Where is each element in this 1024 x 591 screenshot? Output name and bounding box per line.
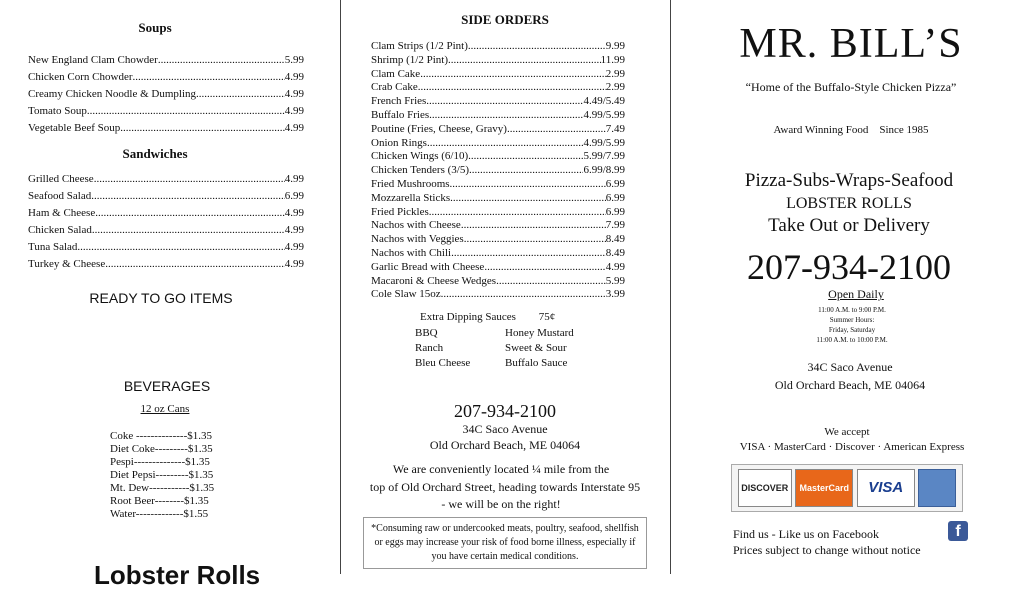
beverages-list (110, 430, 214, 521)
sauce-item: Sweet & Sour (505, 342, 567, 354)
beverage-item: Pespi--------------$1.35 (110, 456, 210, 468)
menu-item-row (371, 95, 625, 109)
location-line-2: top of Old Orchard Street, heading towards Interstate 95 (369, 480, 641, 494)
sauce-item: BBQ (415, 327, 438, 339)
menu-item-price: 4.99 (284, 258, 304, 270)
menu-item-name: Buffalo Fries (371, 108, 430, 121)
menu-item-name: New England Clam Chowder (28, 54, 158, 66)
hours-3: Friday, Saturday (828, 326, 876, 334)
sauces-title: Extra Dipping Sauces (420, 311, 516, 323)
dot-leader (468, 40, 606, 54)
ready-to-go-heading: READY TO GO ITEMS (89, 290, 233, 306)
menu-item-row (28, 222, 304, 239)
menu-item-name: Turkey & Cheese (28, 258, 106, 270)
menu-item-row (28, 256, 304, 273)
menu-item-row (371, 40, 625, 54)
location-line-1: We are conveniently located ¼ mile from the (392, 462, 610, 476)
brand-name: MR. BILL’S (739, 21, 963, 67)
menu-item-price: 6.99 (284, 190, 304, 202)
menu-item-row (371, 54, 625, 68)
sandwiches-heading: Sandwiches (122, 146, 188, 161)
menu-item-row (28, 52, 304, 69)
brand-phone: 207-934-2100 (747, 247, 951, 287)
menu-item-price: 4.99 (284, 173, 304, 185)
menu-item-name: Fried Pickles (371, 205, 429, 218)
menu-item-name: Onion Rings (371, 136, 427, 149)
beverages-heading: BEVERAGES (123, 378, 211, 394)
menu-item-price: 7.99 (605, 219, 625, 232)
dot-leader (105, 256, 285, 273)
middle-phone: 207-934-2100 (454, 401, 556, 421)
menu-item-name: Nachos with Cheese (371, 219, 461, 232)
menu-item-row (28, 120, 304, 137)
menu-item-price: 2.99 (605, 67, 625, 80)
menu-item-row (371, 288, 625, 302)
menu-item-price: 4.99 (284, 241, 304, 253)
dot-leader (441, 288, 606, 302)
beverage-item: Diet Coke---------$1.35 (110, 443, 213, 455)
lobster-rolls: LOBSTER ROLLS (786, 195, 912, 212)
menu-item-name: French Fries (371, 95, 427, 108)
menu-item-row (371, 137, 625, 151)
award-line: Award Winning Food Since 1985 (773, 124, 929, 136)
bottom-cut-text: Lobster Rolls (94, 560, 261, 590)
menu-item-row (371, 261, 625, 275)
beverage-item: Coke --------------$1.35 (110, 430, 213, 442)
dot-leader (451, 247, 606, 261)
menu-item-name: Mozzarella Sticks (371, 191, 451, 204)
amex-logo (918, 469, 956, 507)
menu-item-name: Seafood Salad (28, 190, 92, 202)
menu-item-row (28, 171, 304, 188)
menu-item-name: Tomato Soup (28, 105, 87, 117)
menu-item-row (371, 192, 625, 206)
menu-item-row (371, 109, 625, 123)
menu-item-row (371, 219, 625, 233)
dot-leader (429, 206, 606, 220)
menu-item-price: 6.99 (605, 191, 625, 204)
menu-item-price: 3.99 (605, 288, 625, 301)
menu-item-price: 6.99 (605, 177, 625, 190)
menu-item-row (371, 178, 625, 192)
menu-item-price: 9.99 (605, 40, 625, 52)
open-daily: Open Daily (828, 287, 884, 301)
hours-4: 11:00 A.M. to 10:00 P.M. (816, 336, 888, 344)
dot-leader (132, 69, 284, 86)
menu-item-name: Fried Mushrooms (371, 177, 450, 190)
menu-item-name: Chicken Salad (28, 224, 92, 236)
food-safety-warning: *Consuming raw or undercooked meats, poultry, seafood, shellfish or eggs may increase your risk of food borne illness, especially if you have certain medical conditions. (363, 517, 647, 569)
menu-item-row (371, 150, 625, 164)
beverage-item: Root Beer--------$1.35 (110, 495, 209, 507)
menu-item-name: Clam Strips (1/2 Pint) (371, 40, 468, 52)
menu-item-name: Chicken Tenders (3/5) (371, 164, 470, 177)
menu-item-row (371, 275, 625, 289)
dot-leader (426, 95, 583, 109)
menu-item-price: 6.99 (605, 205, 625, 218)
dot-leader (196, 86, 285, 103)
menu-item-price: 5.99/7.99 (583, 150, 625, 163)
menu-item-price: 4.49/5.49 (583, 95, 625, 108)
side-orders-list (371, 40, 625, 302)
menu-item-row (28, 239, 304, 256)
menu-item-name: Chicken Corn Chowder (28, 71, 133, 83)
menu-item-row (371, 247, 625, 261)
menu-item-row (28, 205, 304, 222)
right-panel (671, 0, 1024, 574)
menu-item-price: 7.49 (605, 122, 625, 135)
menu-item-row (371, 206, 625, 220)
we-accept: We accept (824, 426, 870, 438)
soups-heading: Soups (138, 20, 172, 35)
menu-item-price: 8.49 (605, 233, 625, 246)
hours-1: 11:00 A.M. to 9:00 P.M. (818, 306, 886, 314)
take-out-delivery: Take Out or Delivery (768, 215, 930, 236)
dot-leader (91, 188, 285, 205)
dot-leader (92, 222, 285, 239)
sauce-item: Honey Mustard (505, 327, 574, 339)
beverage-item: Mt. Dew-----------$1.35 (110, 482, 215, 494)
menu-item-name: Nachos with Veggies (371, 233, 464, 246)
facebook-icon[interactable]: f (948, 521, 968, 541)
brand-city: Old Orchard Beach, ME 04064 (774, 378, 926, 392)
menu-item-price: 6.99/8.99 (583, 164, 625, 177)
sauces-heading (420, 311, 555, 323)
middle-street: 34C Saco Avenue (462, 422, 548, 436)
dot-leader (464, 233, 606, 247)
location-line-3: - we will be on the right! (441, 497, 561, 511)
menu-item-price: 4.99 (605, 260, 625, 273)
menu-item-name: Creamy Chicken Noodle & Dumpling (28, 88, 197, 100)
dot-leader (448, 54, 601, 68)
offerings: Pizza-Subs-Wraps-Seafood (744, 170, 954, 191)
sauce-item: Ranch (415, 342, 444, 354)
dot-leader (450, 178, 606, 192)
menu-item-name: Poutine (Fries, Cheese, Gravy) (371, 122, 507, 135)
sauce-item: Bleu Cheese (415, 357, 471, 369)
dot-leader (77, 239, 284, 256)
sandwiches-list (28, 171, 304, 273)
menu-item-price: 4.99 (284, 105, 304, 117)
dot-leader (450, 192, 606, 206)
menu-item-name: Cole Slaw 15oz (371, 288, 441, 301)
menu-item-name: Crab Cake (371, 81, 418, 94)
dot-leader (469, 164, 583, 178)
menu-item-name: Grilled Cheese (28, 173, 94, 185)
card-logos (731, 464, 963, 512)
beverages-subtitle: 12 oz Cans (140, 403, 190, 415)
menu-item-name: Ham & Cheese (28, 207, 96, 219)
menu-item-price: 5.99 (284, 54, 304, 66)
dot-leader (484, 261, 605, 275)
menu-item-price: 4.99 (284, 207, 304, 219)
menu-item-name: Vegetable Beef Soup (28, 122, 121, 134)
discover-logo: DISCOVER (738, 469, 792, 507)
menu-item-name: Shrimp (1/2 Pint) (371, 53, 449, 66)
hours-2: Summer Hours: (829, 316, 875, 324)
sauce-item: Buffalo Sauce (505, 357, 568, 369)
menu-item-row (371, 81, 625, 95)
dot-leader (418, 81, 606, 95)
menu-item-row (28, 86, 304, 103)
menu-item-name: Macaroni & Cheese Wedges (371, 274, 497, 287)
soups-list (28, 52, 304, 137)
card-list: VISA · MasterCard · Discover · American Express (739, 441, 965, 453)
prices-note: Prices subject to change without notice (733, 543, 921, 557)
menu-item-name: Nachos with Chili (371, 246, 452, 259)
menu-item-price: 4.99 (284, 224, 304, 236)
brand-tagline: “Home of the Buffalo-Style Chicken Pizza” (745, 80, 957, 94)
dot-leader (461, 219, 606, 233)
menu-item-price: 4.99 (284, 122, 304, 134)
beverage-item: Diet Pepsi---------$1.35 (110, 469, 214, 481)
sauces-price: 75¢ (538, 311, 556, 323)
menu-item-name: Chicken Wings (6/10) (371, 150, 469, 163)
menu-item-row (28, 69, 304, 86)
sauces-list (415, 326, 615, 371)
middle-panel (341, 0, 669, 574)
dot-leader (94, 171, 285, 188)
menu-item-price: 5.99 (605, 274, 625, 287)
beverage-item: Water-------------$1.55 (110, 508, 209, 520)
left-panel (0, 0, 340, 590)
menu-item-price: 4.99 (284, 71, 304, 83)
dot-leader (158, 52, 285, 69)
menu-item-row (371, 68, 625, 82)
dot-leader (507, 123, 606, 137)
side-orders-heading: SIDE ORDERS (461, 12, 549, 27)
dot-leader (420, 68, 606, 82)
dot-leader (468, 150, 583, 164)
dot-leader (87, 103, 285, 120)
visa-logo: VISA (857, 469, 915, 507)
menu-item-price: 4.99 (284, 88, 304, 100)
dot-leader (429, 109, 583, 123)
middle-city: Old Orchard Beach, ME 04064 (429, 438, 581, 452)
dot-leader (120, 120, 285, 137)
mastercard-logo: MasterCard (795, 469, 853, 507)
menu-item-price: 4.99/5.99 (583, 108, 625, 121)
menu-item-name: Tuna Salad (28, 241, 78, 253)
menu-item-row (371, 164, 625, 178)
menu-item-price: 8.49 (605, 246, 625, 259)
dot-leader (95, 205, 285, 222)
dot-leader (496, 275, 606, 289)
menu-item-name: Garlic Bread with Cheese (371, 260, 485, 273)
menu-item-row (28, 103, 304, 120)
brand-street: 34C Saco Avenue (807, 360, 893, 374)
menu-item-name: Clam Cake (371, 67, 421, 80)
menu-item-price: 11.99 (600, 53, 625, 66)
menu-item-price: 2.99 (605, 81, 625, 94)
menu-item-price: 4.99/5.99 (583, 136, 625, 149)
find-us: Find us - Like us on Facebook (733, 527, 879, 541)
dot-leader (427, 137, 584, 151)
menu-item-row (371, 123, 625, 137)
menu-item-row (371, 233, 625, 247)
menu-item-row (28, 188, 304, 205)
